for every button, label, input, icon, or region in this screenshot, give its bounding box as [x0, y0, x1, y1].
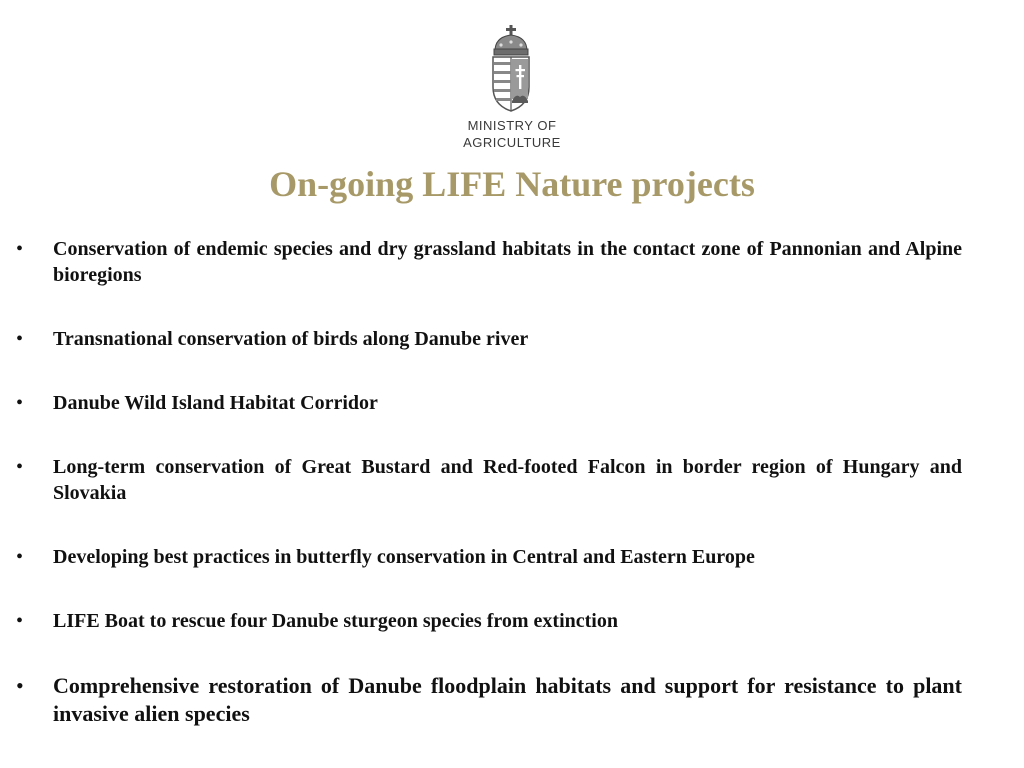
- bullet-icon: •: [16, 328, 24, 350]
- list-item: [16, 608, 962, 634]
- list-item-text: Danube Wild Island Habitat Corridor: [53, 392, 378, 414]
- list-item: [16, 326, 962, 352]
- list-item: [16, 454, 962, 506]
- bullet-icon: •: [16, 456, 24, 478]
- list-item-text: Conservation of endemic species and dry grassland habitats in the contact zone of Pannonian and Alpine bioregions: [53, 238, 962, 286]
- list-item: [16, 544, 962, 570]
- bullet-icon: •: [16, 392, 24, 414]
- project-list: [16, 236, 962, 728]
- list-item-text: Long-term conservation of Great Bustard and Red-footed Falcon in border region of Hungary and Slovakia: [53, 456, 962, 504]
- ministry-name-line-1: MINISTRY OF: [467, 118, 557, 133]
- list-item-text: Developing best practices in butterfly conservation in Central and Eastern Europe: [53, 546, 755, 568]
- list-item-text: LIFE Boat to rescue four Danube sturgeon species from extinction: [53, 610, 618, 632]
- list-item: [16, 236, 962, 288]
- bullet-icon: •: [16, 546, 24, 568]
- ministry-name: [452, 117, 572, 151]
- ministry-logo: [452, 25, 572, 155]
- bullet-icon: •: [16, 610, 24, 632]
- hungarian-coat-of-arms-icon: [487, 25, 535, 113]
- bullet-icon: •: [16, 238, 24, 260]
- bullet-icon: •: [16, 673, 24, 698]
- list-item-text: Comprehensive restoration of Danube floodplain habitats and support for resistance to plant invasive alien species: [53, 673, 962, 726]
- list-item: [16, 390, 962, 416]
- list-item: [16, 672, 962, 728]
- ministry-name-line-2: AGRICULTURE: [463, 135, 561, 150]
- list-item-text: Transnational conservation of birds along Danube river: [53, 328, 529, 350]
- slide-title: On-going LIFE Nature projects: [269, 164, 755, 204]
